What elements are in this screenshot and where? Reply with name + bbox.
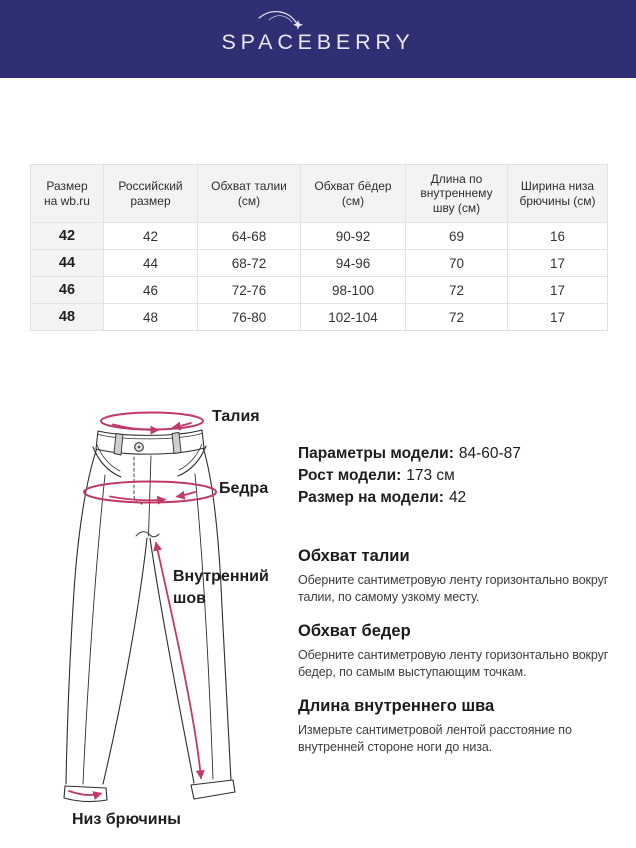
- table-cell: 17: [508, 276, 607, 303]
- brand-logo: SPACEBERRY: [221, 30, 415, 54]
- inner-seam-label: Внутренний шов: [173, 568, 269, 607]
- guide-inseam-title: Длина внутреннего шва: [298, 697, 495, 715]
- table-cell: 16: [508, 222, 607, 249]
- guide-inseam-text: Измерьте сантиметровой лентой расстояние по внутренней стороне ноги до низа.: [298, 723, 572, 754]
- table-cell: 46: [31, 276, 104, 303]
- model-size-label: Размер на модели:: [298, 488, 444, 506]
- size-table-header-hips: Обхват бёдер (см): [301, 165, 406, 222]
- table-cell: 90-92: [301, 222, 406, 249]
- table-cell: 72-76: [198, 276, 301, 303]
- table-cell: 72: [406, 276, 508, 303]
- model-height-label: Рост модели:: [298, 466, 402, 484]
- waist-label: Талия: [212, 408, 260, 425]
- table-cell: 70: [406, 249, 508, 276]
- model-params-label: Параметры модели:: [298, 445, 454, 462]
- brand-header: [0, 0, 636, 78]
- table-cell: 17: [508, 303, 607, 330]
- size-table: [30, 164, 608, 331]
- table-cell: 98-100: [301, 276, 406, 303]
- table-cell: 64-68: [198, 222, 301, 249]
- table-cell: 44: [104, 249, 198, 276]
- model-height-line: [298, 465, 521, 487]
- table-cell: 69: [406, 222, 508, 249]
- guide-inseam: [298, 697, 628, 756]
- model-size-line: [298, 487, 521, 509]
- table-cell: 42: [31, 222, 104, 249]
- guide-hips-text: Оберните сантиметровую ленту горизонтально вокруг бедер, по самым выступающим точкам.: [298, 648, 609, 679]
- size-table-header-waist: Обхват талии (см): [198, 165, 301, 222]
- table-cell: 17: [508, 249, 607, 276]
- guide-hips-title: Обхват бедер: [298, 622, 411, 640]
- table-cell: 72: [406, 303, 508, 330]
- leg-bottom-label: Низ брючины: [72, 811, 181, 828]
- table-cell: 102-104: [301, 303, 406, 330]
- model-info: [298, 443, 521, 508]
- guide-hips: [298, 622, 628, 681]
- model-size-value: 42: [448, 488, 467, 506]
- guide-waist-text: Оберните сантиметровую ленту горизонтально вокруг талии, по самому узкому месту.: [298, 573, 609, 604]
- guide-waist: [298, 547, 628, 606]
- table-cell: 48: [31, 303, 104, 330]
- table-cell: 42: [104, 222, 198, 249]
- guide-waist-title: Обхват талии: [298, 547, 410, 565]
- table-cell: 68-72: [198, 249, 301, 276]
- table-cell: 44: [31, 249, 104, 276]
- size-table-header-wb: Размер на wb.ru: [31, 165, 104, 222]
- size-table-header-legwidth: Ширина низа брючины (см): [508, 165, 607, 222]
- size-table-header-ru: Российский размер: [104, 165, 198, 222]
- table-cell: 76-80: [198, 303, 301, 330]
- model-params-value: 84-60-87: [458, 445, 521, 462]
- hips-label: Бедра: [219, 480, 269, 497]
- pants-diagram: [25, 385, 295, 845]
- table-cell: 46: [104, 276, 198, 303]
- table-cell: 94-96: [301, 249, 406, 276]
- model-height-value: 173 см: [406, 466, 455, 484]
- table-cell: 48: [104, 303, 198, 330]
- model-params-line: [298, 443, 521, 465]
- size-table-header-inseam: Длина по внутреннему шву (см): [406, 165, 508, 222]
